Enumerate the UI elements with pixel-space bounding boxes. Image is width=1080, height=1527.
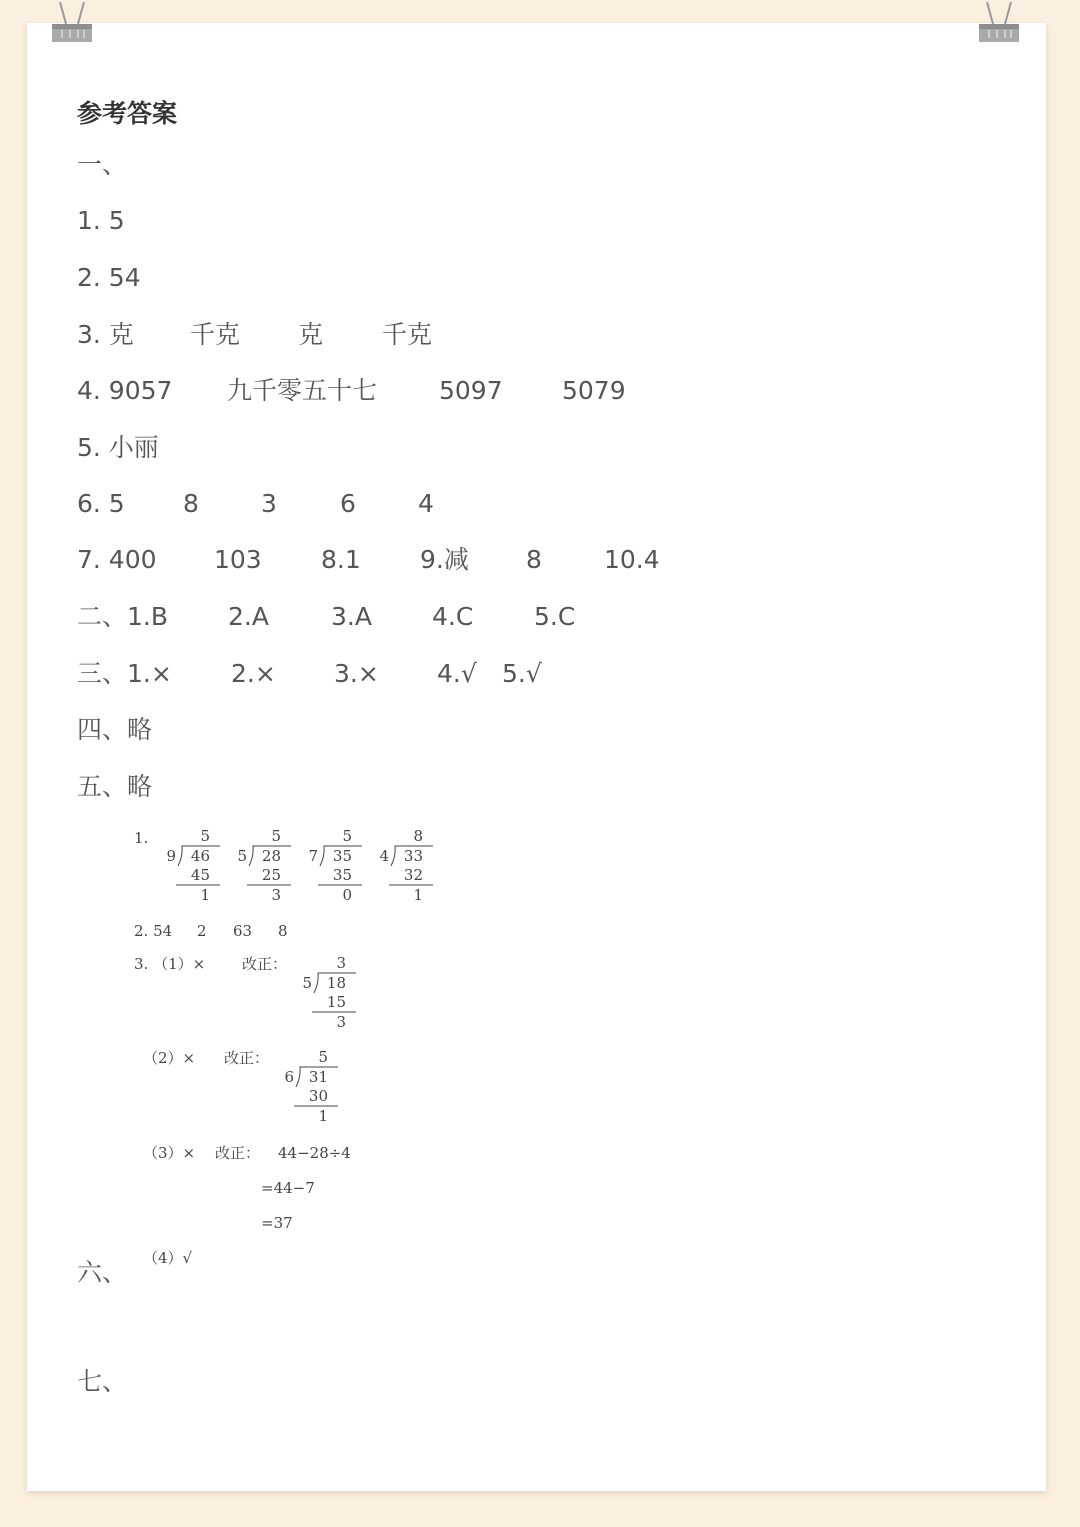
section-5-answer: 五、略 — [77, 772, 153, 801]
binder-clip-icon — [977, 0, 1021, 46]
long-division — [166, 828, 228, 902]
answer-item: 克 — [298, 320, 324, 349]
answer-item: 4 — [418, 489, 434, 518]
quotient: 5 — [342, 827, 352, 845]
quotient: 5 — [200, 827, 210, 845]
long-division — [302, 955, 364, 1029]
dividend: 31 — [308, 1068, 328, 1086]
answer-item: 5.C — [534, 602, 576, 631]
long-division — [237, 828, 299, 902]
remainder: 1 — [200, 886, 210, 904]
binder-clip-icon — [50, 0, 94, 46]
divisor: 5 — [302, 974, 312, 992]
answer-1-2: 2. 54 — [77, 263, 141, 292]
quotient: 8 — [413, 827, 423, 845]
dividend: 18 — [326, 974, 346, 992]
product: 32 — [403, 866, 423, 884]
answer-item: 3. 克 — [77, 320, 134, 349]
answer-item: 2. 54 — [134, 922, 173, 940]
answer-item: 4. 9057 — [77, 376, 173, 405]
section-1-header: 一、 — [77, 150, 128, 179]
divisor: 7 — [308, 847, 318, 865]
answer-item: 6. 5 — [77, 489, 125, 518]
remainder: 3 — [271, 886, 281, 904]
part-3-3-label: （3）× — [143, 1144, 196, 1162]
answer-sheet — [27, 23, 1046, 1491]
remainder: 3 — [336, 1013, 346, 1031]
part-3-1-fix-label: 改正： — [242, 955, 288, 973]
quotient: 3 — [336, 954, 346, 972]
answer-item: 10.4 — [604, 545, 660, 574]
dividend: 28 — [261, 847, 281, 865]
product: 45 — [190, 866, 210, 884]
divisor: 9 — [166, 847, 176, 865]
answer-item: 8.1 — [321, 545, 361, 574]
part-3-1-label: 3. （1）× — [134, 955, 206, 973]
calc-line: =37 — [261, 1214, 293, 1232]
section-7-header: 七、 — [77, 1367, 128, 1396]
long-division — [379, 828, 441, 902]
answer-item: 7. 400 — [77, 545, 157, 574]
answer-item: 2.× — [231, 659, 276, 688]
answer-item: 5.√ — [502, 659, 542, 688]
part-3-2-fix-label: 改正： — [224, 1049, 270, 1067]
answer-item: 103 — [214, 545, 262, 574]
part-3-2-label: （2）× — [143, 1049, 196, 1067]
answer-item: 2 — [197, 922, 207, 940]
answer-item: 8 — [183, 489, 199, 518]
divisor: 5 — [237, 847, 247, 865]
long-division — [308, 828, 370, 902]
answer-item: 3.× — [334, 659, 379, 688]
part-3-4-answer: （4）√ — [143, 1249, 193, 1267]
answer-item: 9.减 — [420, 545, 469, 574]
answer-item: 3.A — [331, 602, 372, 631]
divisor: 4 — [379, 847, 389, 865]
dividend: 46 — [190, 847, 210, 865]
answer-item: 4.C — [432, 602, 474, 631]
quotient: 5 — [318, 1048, 328, 1066]
page-title: 参考答案 — [77, 99, 178, 128]
product: 15 — [326, 993, 346, 1011]
answer-item: 6 — [340, 489, 356, 518]
answer-1-1: 1. 5 — [77, 206, 125, 235]
remainder: 1 — [413, 886, 423, 904]
dividend: 33 — [403, 847, 423, 865]
remainder: 0 — [342, 886, 352, 904]
product: 25 — [261, 866, 281, 884]
answer-item: 千克 — [190, 320, 241, 349]
calc-line: 44−28÷4 — [278, 1144, 351, 1162]
answer-item: 8 — [526, 545, 542, 574]
long-division — [284, 1049, 346, 1123]
answer-item: 8 — [278, 922, 288, 940]
answer-item: 5097 — [439, 376, 503, 405]
product: 30 — [308, 1087, 328, 1105]
answer-item: 三、1.× — [77, 659, 172, 688]
quotient: 5 — [271, 827, 281, 845]
part-3-3-fix-label: 改正： — [215, 1144, 261, 1162]
answer-item: 4.√ — [437, 659, 477, 688]
divisor: 6 — [284, 1068, 294, 1086]
product: 35 — [332, 866, 352, 884]
part-1-label: 1. — [134, 829, 149, 847]
answer-item: 5079 — [562, 376, 626, 405]
answer-item: 2.A — [228, 602, 269, 631]
answer-item: 二、1.B — [77, 602, 169, 631]
answer-item: 63 — [233, 922, 253, 940]
section-6-header: 六、 — [77, 1258, 128, 1287]
remainder: 1 — [318, 1107, 328, 1125]
answer-item: 千克 — [382, 320, 433, 349]
answer-item: 九千零五十七 — [227, 376, 378, 405]
section-4-answer: 四、略 — [77, 715, 153, 744]
answer-item: 3 — [261, 489, 277, 518]
part-2-answers — [134, 922, 288, 940]
calc-line: =44−7 — [261, 1179, 315, 1197]
dividend: 35 — [332, 847, 352, 865]
answer-1-5: 5. 小丽 — [77, 433, 159, 462]
